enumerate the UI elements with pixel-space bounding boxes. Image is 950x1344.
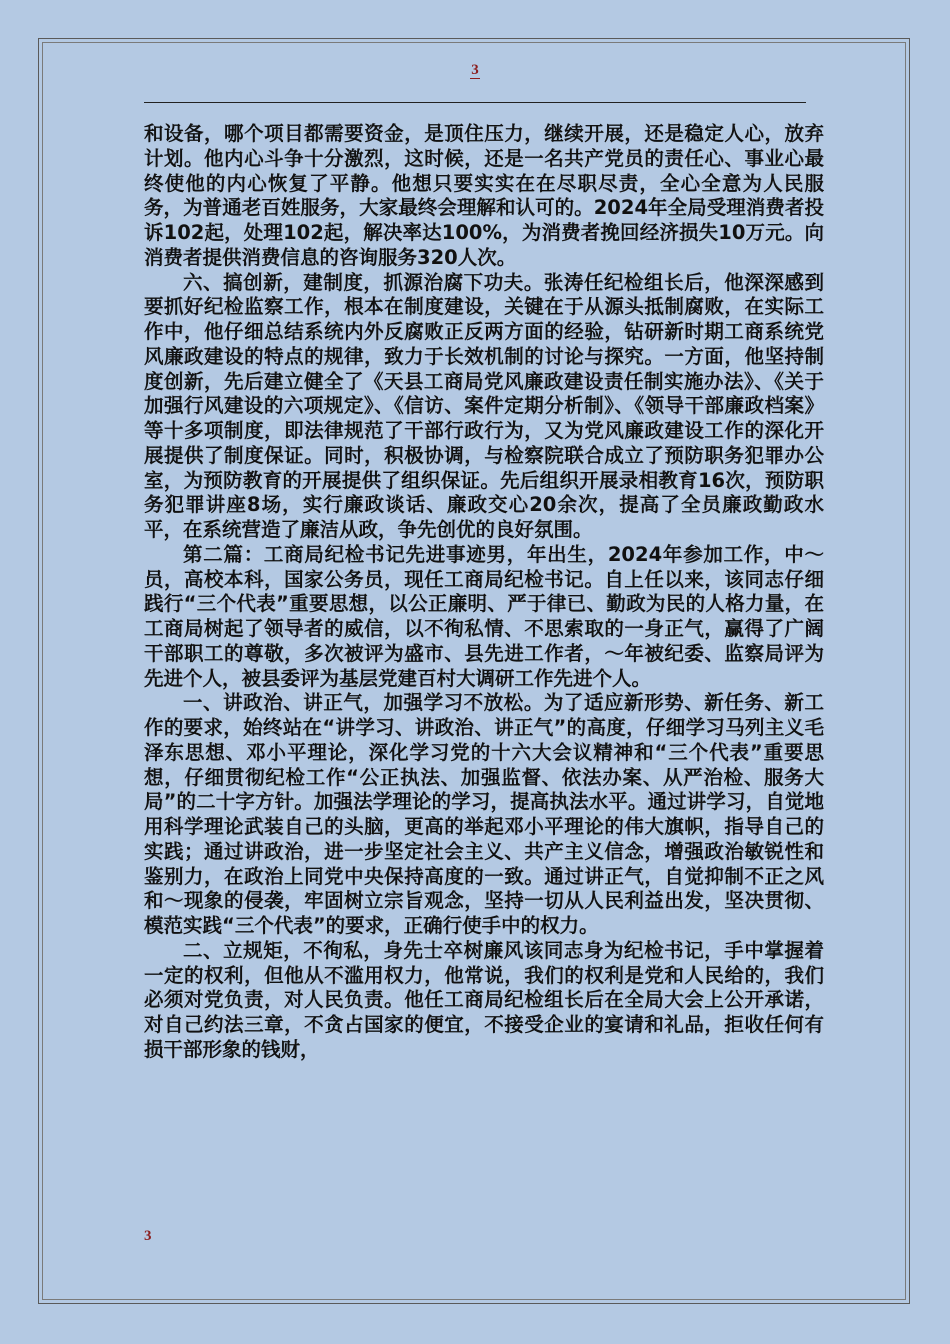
header-rule (144, 102, 806, 103)
document-body (144, 122, 824, 1063)
paragraph: 和设备，哪个项目都需要资金，是顶住压力，继续开展，还是稳定人心，放弃计划。他内心斗争十分激烈，这时候，还是一名共产党员的责任心、事业心最终使他的内心恢复了平静。他想只要实实在在尽职尽责，全心全意为人民服务，为普通老百姓服务，大家最终会理解和认可的。2024年全局受理消费者投诉102起，处理102起，解决率达100%，为消费者挽回经济损失10万元。向消费者提供消费信息的咨询服务320人次。 (144, 122, 824, 269)
paragraph: 一、讲政治、讲正气，加强学习不放松。为了适应新形势、新任务、新工作的要求，始终站在“讲学习、讲政治、讲正气”的高度，仔细学习马列主义毛泽东思想、邓小平理论，深化学习党的十六大会议精神和“三个代表”重要思想，仔细贯彻纪检工作“公正执法、加强监督、依法办案、从严治检、服务大局”的二十字方针。加强法学理论的学习，提高执法水平。通过讲学习，自觉地用科学理论武装自己的头脑，更高的举起邓小平理论的伟大旗帜，指导自己的实践；通过讲政治，进一步坚定社会主义、共产主义信念，增强政治敏锐性和鉴别力，在政治上同党中央保持高度的一致。通过讲正气，自觉抑制不正之风和～现象的侵袭，牢固树立宗旨观念，坚持一切从人民利益出发，坚决贯彻、模范实践“三个代表”的要求，正确行使手中的权力。 (144, 691, 824, 937)
paragraph: 二、立规矩，不徇私，身先士卒树廉风该同志身为纪检书记，手中掌握着一定的权利，但他从不滥用权力，他常说，我们的权利是党和人民给的，我们必须对党负责，对人民负责。他任工商局纪检组长后在全局大会上公开承诺，对自己约法三章，不贪占国家的便宜，不接受企业的宴请和礼品，拒收任何有损干部形象的钱财， (144, 938, 824, 1061)
footer-page-number: 3 (144, 1228, 152, 1244)
header-page-number: 3 (471, 62, 479, 78)
paragraph: 第二篇：工商局纪检书记先进事迹男，年出生，2024年参加工作，中～员，高校本科，国家公务员，现任工商局纪检书记。自上任以来，该同志仔细践行“三个代表”重要思想，以公正廉明、严于律已、勤政为民的人格力量，在工商局树起了领导者的威信，以不徇私情、不思索取的一身正气，赢得了广阔干部职工的尊敬，多次被评为盛市、县先进工作者，～年被纪委、监察局评为先进个人，被县委评为基层党建百村大调研工作先进个人。 (144, 542, 824, 690)
paragraph: 六、搞创新，建制度，抓源治腐下功夫。张涛任纪检组长后，他深深感到要抓好纪检监察工作，根本在制度建设，关键在于从源头抵制腐败，在实际工作中，他仔细总结系统内外反腐败正反两方面的经验，钻研新时期工商系统党风廉政建设的特点的规律，致力于长效机制的讨论与探究。一方面，他坚持制度创新，先后建立健全了《天县工商局党风廉政建设责任制实施办法》、《关于加强行风建设的六项规定》、《信访、案件定期分析制》、《领导干部廉政档案》等十多项制度，即法律规范了干部行政行为，又为党风廉政建设工作的深化开展提供了制度保证。同时，积极协调，与检察院联合成立了预防职务犯罪办公室，为预防教育的开展提供了组织保证。先后组织开展录相教育16次，预防职务犯罪讲座8场，实行廉政谈话、廉政交心20余次，提高了全员廉政勤政水平，在系统营造了廉洁从政，争先创优的良好氛围。 (144, 270, 824, 541)
